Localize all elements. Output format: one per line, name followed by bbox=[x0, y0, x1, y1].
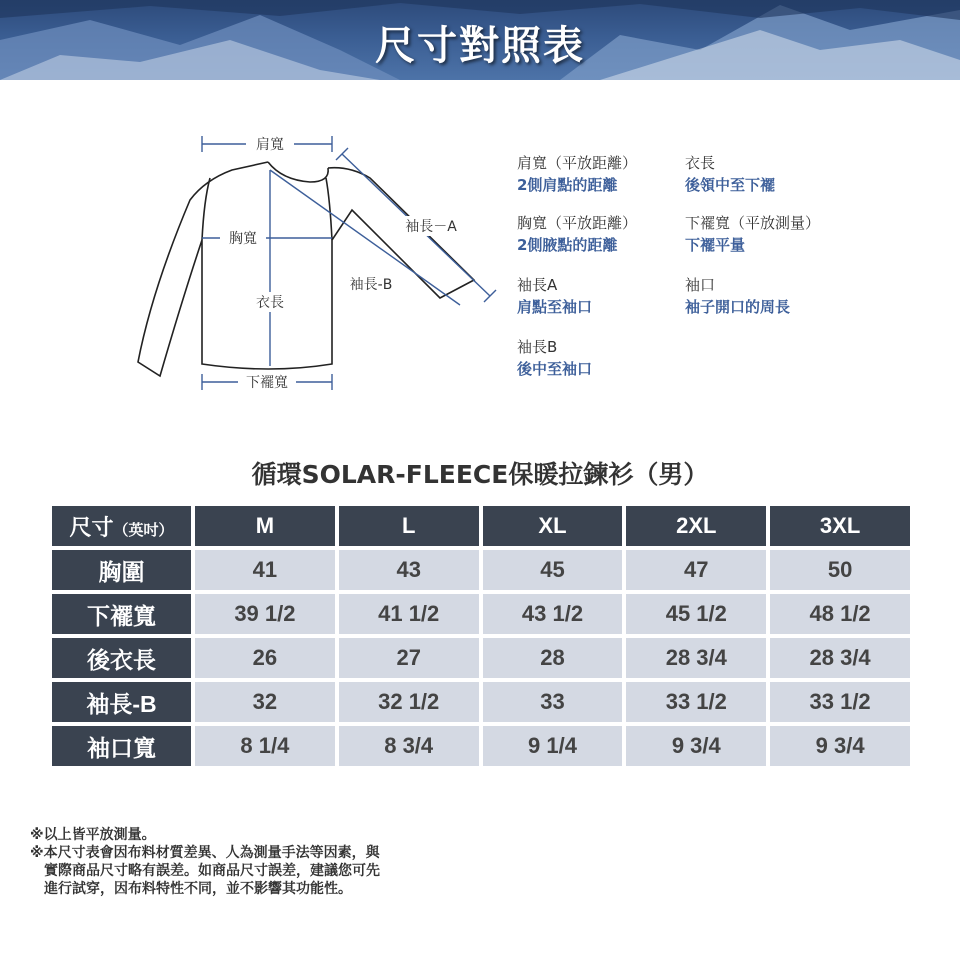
note-line: 進行試穿，因布料特性不同，並不影響其功能性。 bbox=[44, 881, 352, 897]
header-banner bbox=[0, 0, 960, 80]
corner-unit: （英吋） bbox=[113, 521, 174, 539]
note-line: ※本尺寸表會因布料材質差異、人為測量手法等因素，與 bbox=[30, 845, 380, 861]
table-title: 循環SOLAR-FLEECE保暖拉鍊衫（男） bbox=[251, 460, 709, 489]
table-cell: 28 3/4 bbox=[626, 638, 766, 678]
note-line: ※以上皆平放測量。 bbox=[30, 827, 156, 843]
label-hem: 下襬寬 bbox=[246, 375, 288, 391]
size-table bbox=[48, 502, 914, 770]
table-cell: 39 1/2 bbox=[195, 594, 335, 634]
banner-notch bbox=[470, 80, 490, 88]
legend-term: 袖長B bbox=[517, 338, 558, 356]
size-header: 2XL bbox=[626, 506, 766, 546]
table-cell: 43 1/2 bbox=[483, 594, 623, 634]
table-header-row bbox=[52, 506, 910, 546]
legend-desc: 2側肩點的距離 bbox=[517, 176, 618, 194]
table-row bbox=[52, 726, 910, 766]
table-cell: 41 1/2 bbox=[339, 594, 479, 634]
table-row bbox=[52, 594, 910, 634]
legend-desc: 後中至袖口 bbox=[517, 360, 593, 378]
table-cell: 33 bbox=[483, 682, 623, 722]
table-cell: 26 bbox=[195, 638, 335, 678]
legend-term: 肩寬（平放距離） bbox=[517, 154, 638, 172]
table-cell: 45 1/2 bbox=[626, 594, 766, 634]
table-cell: 32 1/2 bbox=[339, 682, 479, 722]
label-sleeve-b: 袖長-B bbox=[349, 277, 393, 293]
table-row bbox=[52, 638, 910, 678]
corner-cell bbox=[52, 506, 191, 546]
table-cell: 8 1/4 bbox=[195, 726, 335, 766]
table-cell: 8 3/4 bbox=[339, 726, 479, 766]
legend-desc: 肩點至袖口 bbox=[517, 298, 593, 316]
table-cell: 9 3/4 bbox=[770, 726, 910, 766]
legend-shoulder bbox=[517, 152, 637, 196]
legend-term: 衣長 bbox=[685, 154, 716, 172]
legend-cuff bbox=[685, 274, 790, 318]
table-cell: 9 1/4 bbox=[483, 726, 623, 766]
size-header: M bbox=[195, 506, 335, 546]
table-cell: 28 3/4 bbox=[770, 638, 910, 678]
row-label: 袖口寬 bbox=[52, 726, 191, 766]
legend-term: 下襬寬（平放測量） bbox=[685, 214, 821, 232]
legend-desc: 2側腋點的距離 bbox=[517, 236, 618, 254]
table-cell: 47 bbox=[626, 550, 766, 590]
table-row bbox=[52, 682, 910, 722]
page-title: 尺寸對照表 bbox=[375, 23, 585, 69]
table-cell: 48 1/2 bbox=[770, 594, 910, 634]
legend-length bbox=[685, 152, 775, 196]
legend-sleeve-b bbox=[517, 336, 592, 380]
table-cell: 41 bbox=[195, 550, 335, 590]
legend-desc: 後領中至下襬 bbox=[685, 176, 776, 194]
table-row bbox=[52, 550, 910, 590]
table-cell: 28 bbox=[483, 638, 623, 678]
legend-term: 胸寬（平放距離） bbox=[517, 214, 638, 232]
notes bbox=[30, 826, 380, 898]
corner-label: 尺寸 bbox=[69, 514, 114, 540]
table-cell: 43 bbox=[339, 550, 479, 590]
table-cell: 27 bbox=[339, 638, 479, 678]
measurement-diagram bbox=[120, 130, 510, 400]
size-header: L bbox=[339, 506, 479, 546]
legend-term: 袖口 bbox=[685, 276, 716, 294]
size-header: XL bbox=[483, 506, 623, 546]
table-cell: 9 3/4 bbox=[626, 726, 766, 766]
label-chest: 胸寬 bbox=[229, 231, 257, 247]
legend-term: 袖長A bbox=[517, 276, 558, 294]
legend-desc: 下襬平量 bbox=[685, 236, 746, 254]
label-shoulder: 肩寬 bbox=[256, 137, 284, 153]
label-length: 衣長 bbox=[256, 295, 284, 311]
legend-desc: 袖子開口的周長 bbox=[685, 298, 791, 316]
table-cell: 50 bbox=[770, 550, 910, 590]
row-label: 袖長-B bbox=[52, 682, 191, 722]
legend-sleeve-a bbox=[517, 274, 592, 318]
table-cell: 32 bbox=[195, 682, 335, 722]
table-cell: 33 1/2 bbox=[770, 682, 910, 722]
legend-chest bbox=[517, 212, 637, 256]
table-cell: 33 1/2 bbox=[626, 682, 766, 722]
size-header: 3XL bbox=[770, 506, 910, 546]
row-label: 後衣長 bbox=[52, 638, 191, 678]
legend-hem bbox=[685, 212, 820, 256]
note-line: 實際商品尺寸略有誤差。如商品尺寸誤差，建議您可先 bbox=[44, 863, 380, 879]
row-label: 下襬寬 bbox=[52, 594, 191, 634]
label-sleeve-a: 袖長－A bbox=[405, 219, 457, 235]
row-label: 胸圍 bbox=[52, 550, 191, 590]
table-cell: 45 bbox=[483, 550, 623, 590]
